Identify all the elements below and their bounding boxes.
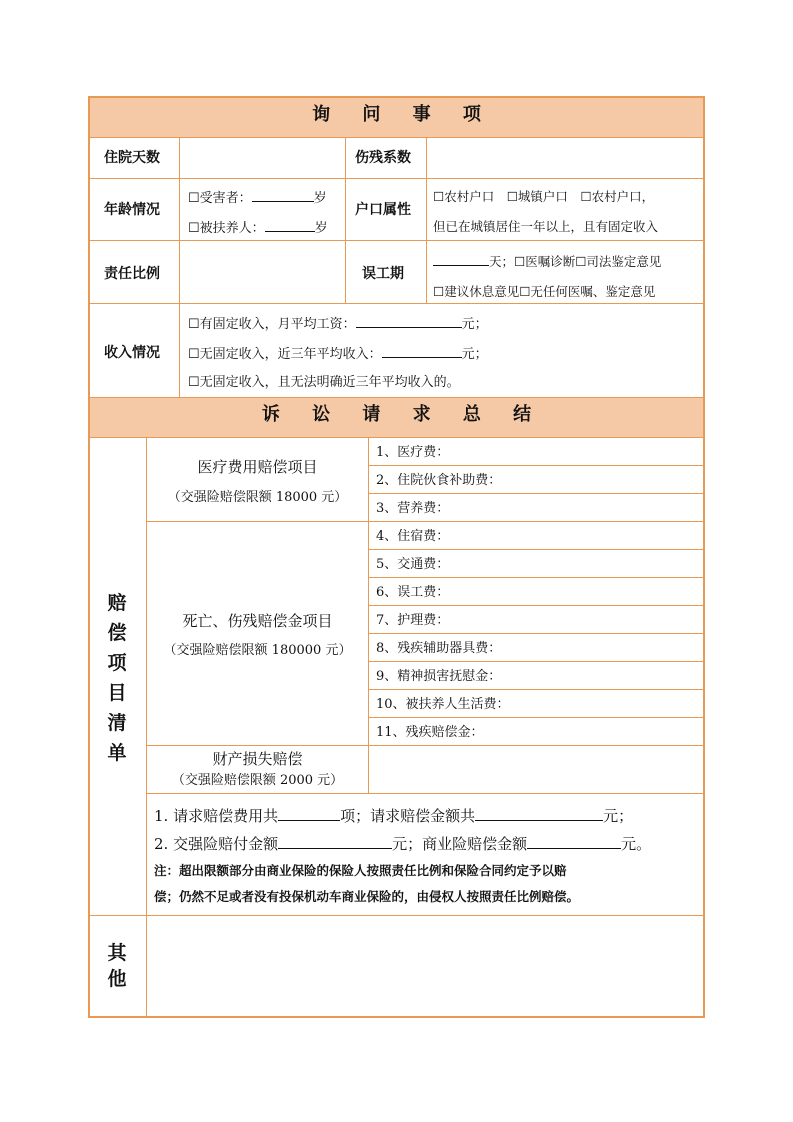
side-char: 赔 (107, 592, 127, 614)
hospital-days-field[interactable] (180, 138, 345, 178)
lost-work-days[interactable] (433, 253, 661, 270)
liability-ratio-field[interactable] (180, 241, 345, 303)
row-divider (369, 465, 704, 466)
side-char: 单 (107, 742, 127, 764)
row-divider (369, 661, 704, 662)
income-option-average-label: ☐无固定收入，近三年平均收入： (188, 347, 382, 362)
row-divider (369, 549, 704, 550)
summary-total-amount-label: 项；请求赔偿金额共 (340, 807, 476, 825)
summary-total-items-label: 1. 请求赔偿费用共 (154, 807, 279, 825)
col-divider (368, 437, 369, 793)
hukou-label: 户口属性 (355, 202, 411, 218)
item-lost-wages[interactable]: 6、误工费： (376, 585, 450, 600)
property-group-name: 财产损失赔偿 (212, 750, 303, 768)
row-divider (89, 178, 704, 179)
victim-age-unit: 岁 (313, 191, 327, 206)
row-divider (369, 633, 704, 634)
section1-title: 询 问 事 项 (312, 104, 494, 125)
monthly-wage-unit: 元； (461, 317, 488, 332)
hukou-options[interactable]: ☐农村户口 ☐城镇户口 ☐农村户口， (433, 189, 655, 204)
summary-line-1 (154, 806, 633, 825)
lost-work-days-blank[interactable] (433, 253, 489, 266)
property-loss-field[interactable] (369, 746, 703, 793)
income-option-unknown[interactable]: ☐无固定收入，且无法明确近三年平均收入的。 (188, 375, 460, 390)
age-label: 年龄情况 (104, 202, 160, 218)
income-option-fixed[interactable] (188, 315, 488, 333)
row-divider (89, 397, 704, 398)
disability-group-limit: （交强险赔偿限额 180000 元） (163, 643, 352, 658)
other-label (105, 940, 129, 992)
medical-group-limit: （交强险赔偿限额 18000 元） (167, 490, 348, 505)
dependent-age-blank[interactable] (265, 219, 315, 232)
income-option-fixed-label: ☐有固定收入，月平均工资： (188, 317, 356, 332)
summary-note-line-1: 注：超出限额部分由商业保险的保险人按照责任比例和保险合同约定予以赔 (154, 863, 567, 878)
table-border-top (88, 96, 705, 98)
row-divider (147, 521, 704, 522)
compulsory-insurance-label: 2. 交强险赔付金额 (154, 835, 279, 853)
total-items-blank[interactable] (278, 806, 340, 821)
hukou-options-note: 但已在城镇居住一年以上，且有固定收入 (433, 219, 659, 234)
commercial-insurance-label: 元；商业险赔偿金额 (392, 835, 528, 853)
item-dependent-living[interactable]: 10、被扶养人生活费： (376, 697, 510, 712)
side-char: 偿 (107, 622, 127, 644)
commercial-insurance-blank[interactable] (527, 834, 621, 849)
compulsory-insurance-blank[interactable] (278, 834, 392, 849)
lost-work-options[interactable]: ☐建议休息意见☐无任何医嘱、鉴定意见 (433, 284, 656, 299)
summary-note-line-2: 偿；仍然不足或者没有投保机动车商业保险的，由侵权人按照责任比例赔偿。 (154, 889, 580, 904)
row-divider (369, 493, 704, 494)
item-disability-compensation[interactable]: 11、残疾赔偿金： (376, 725, 484, 740)
table-border-left (88, 96, 90, 1018)
dependent-age-unit: 岁 (314, 221, 328, 236)
disability-coefficient-label: 伤残系数 (355, 150, 411, 166)
row-divider (369, 605, 704, 606)
item-medical[interactable]: 1、医疗费： (376, 445, 450, 460)
item-assistive-devices[interactable]: 8、残疾辅助器具费： (376, 641, 502, 656)
row-divider (89, 437, 704, 438)
item-mental-damage[interactable]: 9、精神损害抚慰金： (376, 669, 502, 684)
summary-line-2 (154, 834, 651, 853)
disability-coefficient-field[interactable] (427, 138, 703, 178)
item-nursing[interactable]: 7、护理费： (376, 613, 450, 628)
medical-group-name: 医疗费用赔偿项目 (197, 458, 318, 476)
dependent-label: ☐被扶养人： (188, 221, 265, 236)
side-char: 项 (107, 652, 127, 674)
side-char: 清 (107, 712, 127, 734)
summary-line-2-unit: 元。 (621, 835, 652, 853)
average-income-unit: 元； (461, 347, 488, 362)
total-amount-blank[interactable] (475, 806, 603, 821)
lost-work-days-options: 天；☐医嘱诊断☐司法鉴定意见 (489, 254, 662, 269)
item-transport[interactable]: 5、交通费： (376, 557, 450, 572)
row-divider (89, 303, 704, 304)
hospital-days-label: 住院天数 (104, 150, 160, 166)
item-accommodation[interactable]: 4、住宿费： (376, 529, 450, 544)
table-border-right (703, 96, 705, 1018)
average-income-blank[interactable] (382, 345, 462, 358)
monthly-wage-blank[interactable] (356, 315, 462, 328)
other-char: 其 (107, 942, 127, 964)
item-hospital-meals[interactable]: 2、住院伙食补助费： (376, 473, 502, 488)
disability-group-name: 死亡、伤残赔偿金项目 (182, 612, 333, 630)
income-label: 收入情况 (104, 345, 160, 361)
section2-title: 诉 讼 请 求 总 结 (261, 404, 545, 425)
lost-work-period-label: 误工期 (362, 266, 404, 282)
row-divider (147, 793, 704, 794)
victim-label: ☐受害者： (188, 191, 252, 206)
row-divider (369, 717, 704, 718)
other-field[interactable] (147, 916, 703, 1016)
victim-age-checkbox[interactable] (188, 189, 327, 207)
row-divider (369, 689, 704, 690)
row-divider (369, 577, 704, 578)
side-char: 目 (107, 682, 127, 704)
table-border-bottom (88, 1016, 705, 1018)
dependent-age-checkbox[interactable] (188, 219, 328, 237)
col-divider (345, 137, 346, 303)
income-option-average[interactable] (188, 345, 488, 363)
victim-age-blank[interactable] (252, 189, 314, 202)
compensation-items-side-label (105, 588, 129, 768)
summary-line-1-unit: 元； (603, 807, 634, 825)
property-group-limit: （交强险赔偿限额 2000 元） (171, 773, 344, 788)
item-nutrition[interactable]: 3、营养费： (376, 501, 450, 516)
liability-ratio-label: 责任比例 (104, 266, 160, 282)
other-char: 他 (107, 968, 127, 990)
